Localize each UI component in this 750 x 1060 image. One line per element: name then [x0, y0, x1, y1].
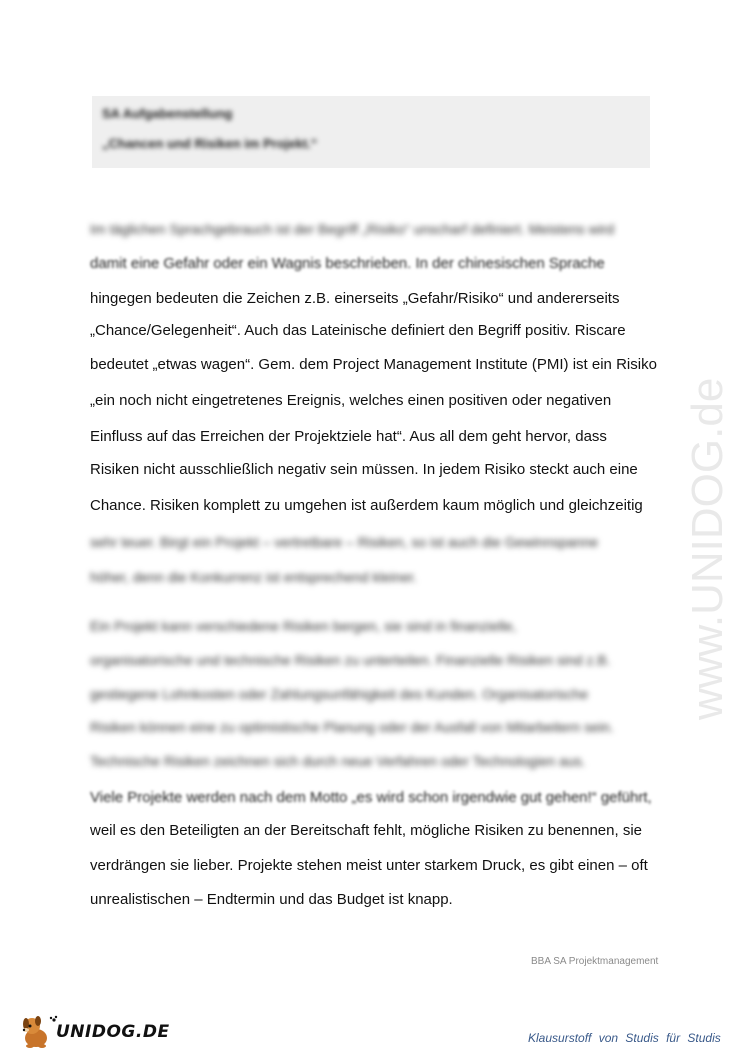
text-line: Technische Risiken zeichnen sich durch neue Verfahren oder Technologien aus. — [90, 753, 586, 769]
text-line: unrealistischen – Endtermin und das Budget ist knapp. — [90, 891, 453, 908]
header-box — [92, 96, 650, 168]
text-line: weil es den Beteiligten an der Bereitschaft fehlt, mögliche Risiken zu benennen, sie — [90, 822, 642, 839]
dog-icon — [18, 1012, 58, 1052]
text-line: „Chance/Gelegenheit“. Auch das Lateinische definiert den Begriff positiv. Riscare — [90, 322, 626, 339]
text-line: verdrängen sie lieber. Projekte stehen meist unter starkem Druck, es gibt einen – oft — [90, 857, 648, 874]
document-title: SA Aufgabenstellung — [102, 106, 233, 121]
tagline: Klausurstoff von Studis für Studis — [528, 1031, 721, 1045]
text-line: sehr teuer. Birgt ein Projekt – vertretbare – Risiken, so ist auch die Gewinnspanne — [90, 534, 599, 550]
document-subtitle: „Chancen und Risiken im Projekt.“ — [102, 136, 318, 151]
text-line: Ein Projekt kann verschiedene Risiken bergen, sie sind in finanzielle, — [90, 618, 517, 634]
text-line: „ein noch nicht eingetretenes Ereignis, welches einen positiven oder negativen — [90, 392, 612, 409]
text-line: Im täglichen Sprachgebrauch ist der Begriff „Risiko“ unscharf definiert. Meistens wird — [90, 221, 615, 237]
text-line: Risiken nicht ausschließlich negativ sein müssen. In jedem Risiko steckt auch eine — [90, 461, 638, 478]
text-line: gestiegene Lohnkosten oder Zahlungsunfähigkeit des Kunden. Organisatorische — [90, 686, 589, 702]
text-line: Chance. Risiken komplett zu umgehen ist außerdem kaum möglich und gleichzeitig — [90, 497, 643, 514]
text-line: hingegen bedeuten die Zeichen z.B. einerseits „Gefahr/Risiko“ und andererseits — [90, 290, 620, 307]
text-line: organisatorische und technische Risiken zu unterteilen. Finanzielle Risiken sind z.B. — [90, 652, 611, 668]
text-line: höher, denn die Konkurrenz ist entsprechend kleiner. — [90, 569, 417, 585]
watermark — [678, 290, 738, 730]
text-line: bedeutet „etwas wagen“. Gem. dem Project Management Institute (PMI) ist ein Risiko — [90, 356, 657, 373]
watermark-text: www.UNIDOG.de — [683, 377, 732, 720]
page-footer-label: BBA SA Projektmanagement — [531, 956, 659, 967]
text-line: Risiken können eine zu optimistische Planung oder der Ausfall von Mitarbeitern sein. — [90, 719, 614, 735]
text-line: damit eine Gefahr oder ein Wagnis beschrieben. In der chinesischen Sprache — [90, 255, 605, 272]
text-line: Einfluss auf das Erreichen der Projektziele hat“. Aus all dem geht hervor, dass — [90, 428, 607, 445]
text-line: Viele Projekte werden nach dem Motto „es wird schon irgendwie gut gehen!“ geführt, — [90, 789, 652, 806]
logo-text: UNIDOG.DE — [56, 1022, 170, 1042]
unidog-logo[interactable] — [18, 1012, 170, 1052]
